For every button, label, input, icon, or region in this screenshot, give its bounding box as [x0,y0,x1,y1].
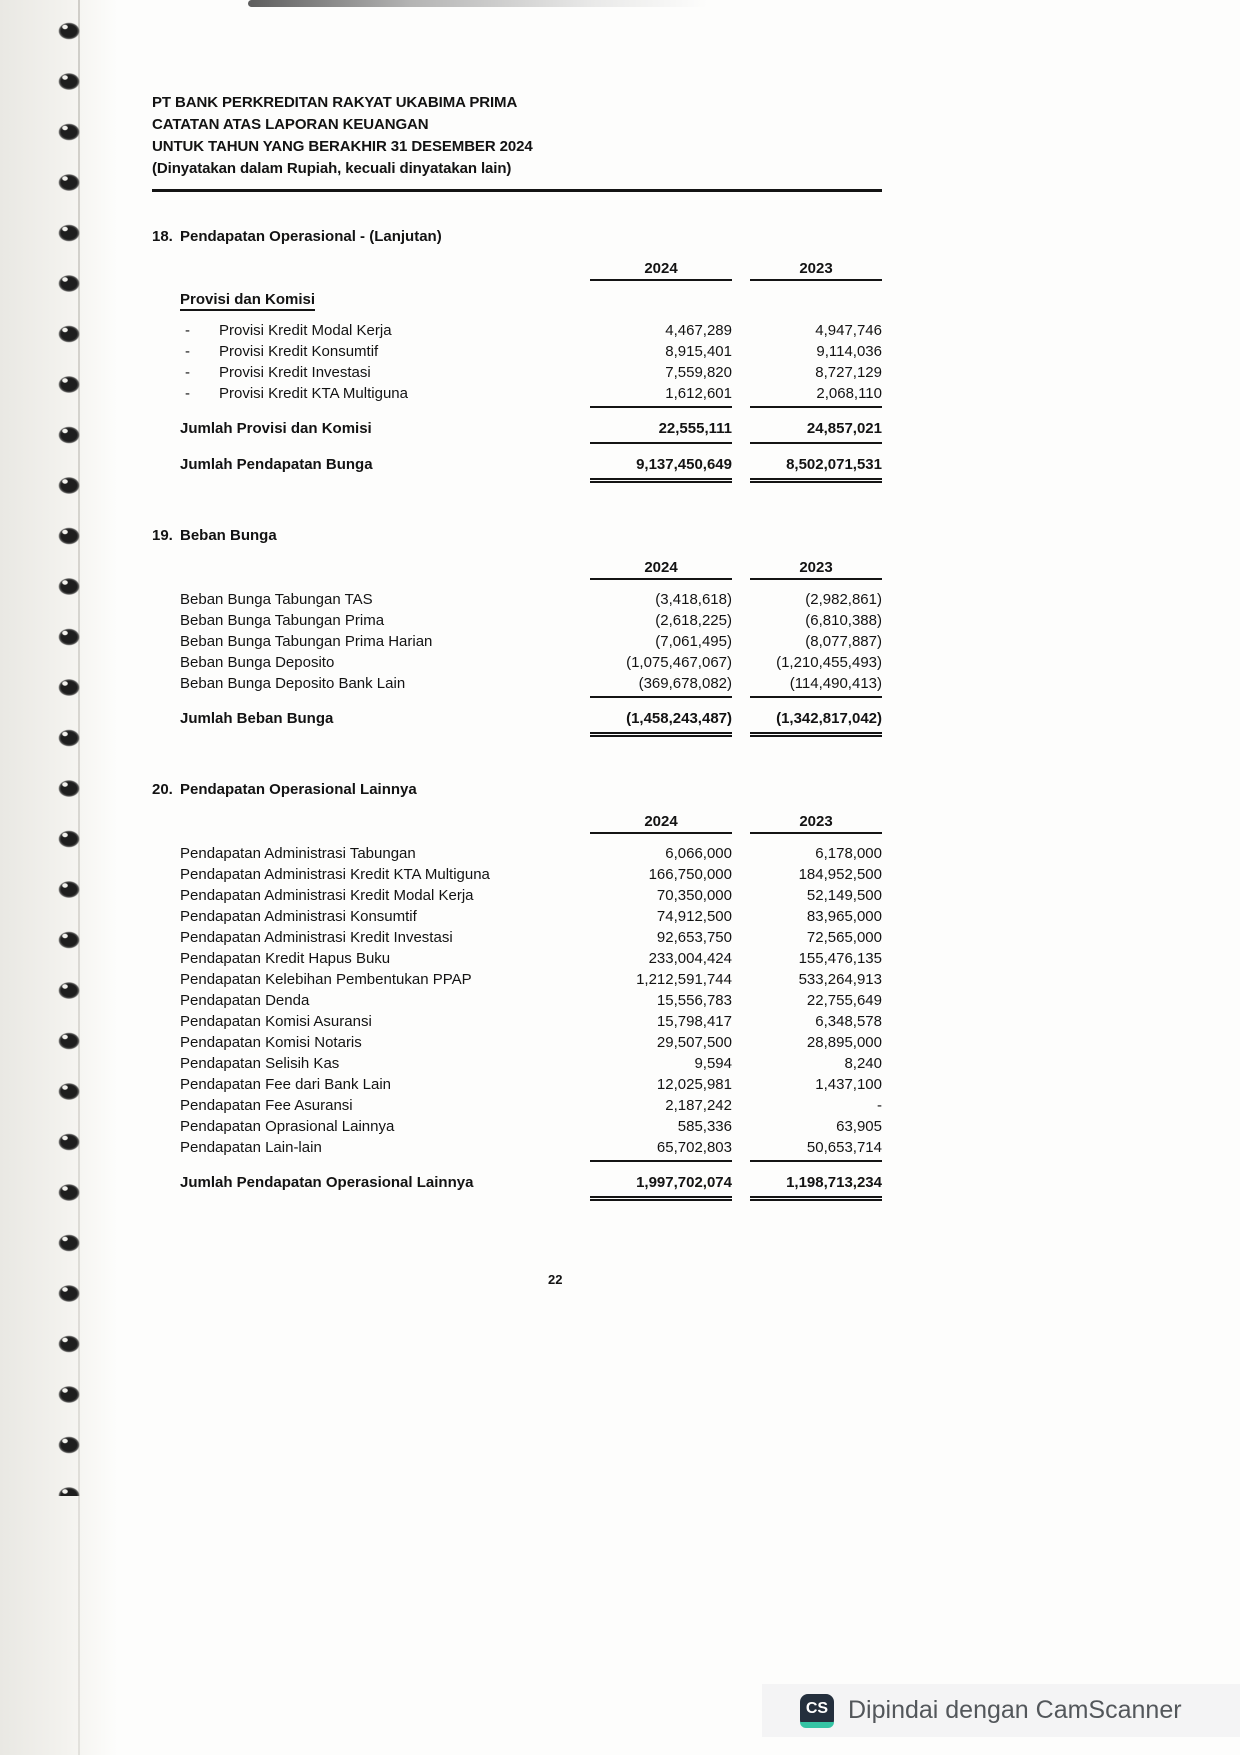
dash-bullet: - [185,364,190,381]
total-2023: 1,198,713,234 [750,1172,882,1201]
value-2023: (114,490,413) [750,673,882,698]
row-label: Pendapatan Lain-lain [180,1139,322,1156]
table-rows [152,320,882,408]
table-row [152,1053,882,1074]
value-2024: (3,418,618) [655,591,732,608]
value-2024: 2,187,242 [665,1097,732,1114]
col-header-2024: 2024 [590,813,732,834]
total-label: Jumlah Pendapatan Operasional Lainnya [180,1174,474,1191]
row-label: Pendapatan Kelebihan Pembentukan PPAP [180,971,472,988]
value-2024: 4,467,289 [665,322,732,339]
value-2024: (2,618,225) [655,612,732,629]
col-header-2024: 2024 [590,559,732,580]
total-row [152,708,882,737]
dash-bullet: - [185,343,190,360]
row-label: Provisi Kredit Konsumtif [219,343,379,360]
row-label: Pendapatan Denda [180,992,310,1009]
row-label: Pendapatan Administrasi Kredit KTA Multiguna [180,866,490,883]
value-2023: 6,178,000 [815,845,882,862]
total-label: Jumlah Provisi dan Komisi [180,420,372,437]
table-row [152,948,882,969]
table-row [152,1011,882,1032]
period-line: UNTUK TAHUN YANG BERAKHIR 31 DESEMBER 2024 [152,138,533,155]
report-title: CATATAN ATAS LAPORAN KEUANGAN [152,116,429,133]
camscanner-icon: CS [800,1694,834,1728]
section-title: Pendapatan Operasional Lainnya [180,781,417,798]
value-2024: 12,025,981 [656,1076,732,1093]
section-number: 19. [152,527,173,544]
camscanner-label: Dipindai dengan CamScanner [848,1696,1182,1724]
value-2023: 28,895,000 [806,1034,882,1051]
table-row [152,885,882,906]
spiral-binding-icon [48,4,94,1496]
table-row [152,927,882,948]
value-2024: (1,075,467,067) [626,654,732,671]
value-2023: 2,068,110 [750,383,882,408]
section-20-pendapatan-operasional-lainnya [152,781,882,1201]
value-2024: 7,559,820 [665,364,732,381]
table-row [152,383,882,408]
value-2024: 9,594 [694,1055,732,1072]
value-2023: 52,149,500 [806,887,882,904]
total-2024: 1,997,702,074 [590,1172,732,1201]
total-row [152,454,882,483]
row-label: Pendapatan Administrasi Tabungan [180,845,416,862]
row-label: Provisi Kredit KTA Multiguna [219,385,408,402]
company-name: PT BANK PERKREDITAN RAKYAT UKABIMA PRIMA [152,94,518,111]
value-2024: 6,066,000 [665,845,732,862]
value-2023: 9,114,036 [816,343,882,360]
value-2023: 8,240 [844,1055,882,1072]
table-row [152,843,882,864]
table-row [152,1116,882,1137]
table-row [152,341,882,362]
section-heading [152,228,882,245]
total-row [152,1172,882,1201]
value-2024: 15,556,783 [656,992,732,1009]
value-2024: 233,004,424 [648,950,732,967]
table-row [152,864,882,885]
year-column-headers [152,559,882,580]
value-2024: 166,750,000 [648,866,732,883]
total-2024: 22,555,111 [590,418,732,444]
table-row [152,1074,882,1095]
table-row [152,673,882,698]
total-2024: (1,458,243,487) [590,708,732,737]
scan-artifact-smudge [248,0,708,7]
col-header-2023: 2023 [750,260,882,281]
currency-note: (Dinyatakan dalam Rupiah, kecuali dinyatakan lain) [152,160,512,177]
dash-bullet: - [185,322,190,339]
value-2024: 1,212,591,744 [636,971,732,988]
value-2024: 74,912,500 [656,908,732,925]
document-header [152,92,882,180]
value-2023: 63,905 [836,1118,882,1135]
total-2023: 8,502,071,531 [750,454,882,483]
table-row [152,1032,882,1053]
table-totals [152,418,882,483]
section-title: Pendapatan Operasional - (Lanjutan) [180,228,442,245]
value-2024: 15,798,417 [656,1013,732,1030]
col-header-2023: 2023 [750,813,882,834]
section-number: 20. [152,781,173,798]
value-2023: 184,952,500 [798,866,882,883]
row-label: Provisi Kredit Investasi [219,364,371,381]
total-label: Jumlah Beban Bunga [180,710,334,727]
value-2024: 585,336 [677,1118,732,1135]
section-19-beban-bunga [152,527,882,737]
value-2023: (6,810,388) [805,612,882,629]
table-row [152,990,882,1011]
value-2023: 83,965,000 [806,908,882,925]
value-2024: 65,702,803 [590,1137,732,1162]
value-2023: 533,264,913 [798,971,882,988]
value-2023: 4,947,746 [815,322,882,339]
total-row [152,418,882,444]
value-2024: 1,612,601 [590,383,732,408]
row-label: Beban Bunga Deposito [180,654,335,671]
value-2023: (1,210,455,493) [776,654,882,671]
year-column-headers [152,260,882,281]
value-2024: 70,350,000 [656,887,732,904]
value-2024: 8,915,401 [665,343,732,360]
value-2023: - [877,1097,882,1114]
subheading-provisi-dan-komisi: Provisi dan Komisi [180,291,315,311]
col-header-2023: 2023 [750,559,882,580]
row-label: Pendapatan Administrasi Konsumtif [180,908,417,925]
table-row [152,362,882,383]
table-row [152,906,882,927]
value-2023: 6,348,578 [815,1013,882,1030]
row-label: Pendapatan Fee Asuransi [180,1097,353,1114]
table-row [152,969,882,990]
dash-bullet: - [185,385,190,402]
row-label: Beban Bunga Deposito Bank Lain [180,675,406,692]
col-header-2024: 2024 [590,260,732,281]
row-label: Pendapatan Kredit Hapus Buku [180,950,391,967]
section-18-pendapatan-operasional [152,228,882,483]
value-2023: (2,982,861) [805,591,882,608]
value-2023: 72,565,000 [806,929,882,946]
table-row [152,1137,882,1162]
value-2023: 22,755,649 [806,992,882,1009]
table-row [152,652,882,673]
value-2024: (7,061,495) [655,633,732,650]
row-label: Beban Bunga Tabungan TAS [180,591,373,608]
value-2023: 8,727,129 [815,364,882,381]
table-row [152,631,882,652]
table-row [152,1095,882,1116]
year-column-headers [152,813,882,834]
section-heading [152,781,882,798]
page-number: 22 [548,1272,563,1287]
table-row [152,320,882,341]
table-totals [152,708,882,737]
table-rows [152,589,882,698]
row-label: Provisi Kredit Modal Kerja [219,322,392,339]
table-rows [152,843,882,1162]
table-totals [152,1172,882,1201]
total-label: Jumlah Pendapatan Bunga [180,456,373,473]
header-rule [152,189,882,192]
total-2023: (1,342,817,042) [750,708,882,737]
section-title: Beban Bunga [180,527,277,544]
value-2024: 92,653,750 [656,929,732,946]
document-content [152,92,882,1201]
row-label: Pendapatan Fee dari Bank Lain [180,1076,391,1093]
total-2023: 24,857,021 [750,418,882,444]
row-label: Pendapatan Oprasional Lainnya [180,1118,395,1135]
section-heading [152,527,882,544]
table-row [152,610,882,631]
row-label: Pendapatan Komisi Asuransi [180,1013,372,1030]
table-row [152,589,882,610]
value-2023: (8,077,887) [805,633,882,650]
row-label: Beban Bunga Tabungan Prima Harian [180,633,433,650]
row-label: Pendapatan Administrasi Kredit Modal Kerja [180,887,474,904]
row-label: Beban Bunga Tabungan Prima [180,612,385,629]
value-2024: 29,507,500 [656,1034,732,1051]
row-label: Pendapatan Administrasi Kredit Investasi [180,929,453,946]
row-label: Pendapatan Selisih Kas [180,1055,340,1072]
camscanner-watermark-bar [762,1684,1240,1737]
value-2024: (369,678,082) [590,673,732,698]
value-2023: 50,653,714 [750,1137,882,1162]
section-number: 18. [152,228,173,245]
value-2023: 155,476,135 [798,950,882,967]
row-label: Pendapatan Komisi Notaris [180,1034,362,1051]
total-2024: 9,137,450,649 [590,454,732,483]
value-2023: 1,437,100 [815,1076,882,1093]
